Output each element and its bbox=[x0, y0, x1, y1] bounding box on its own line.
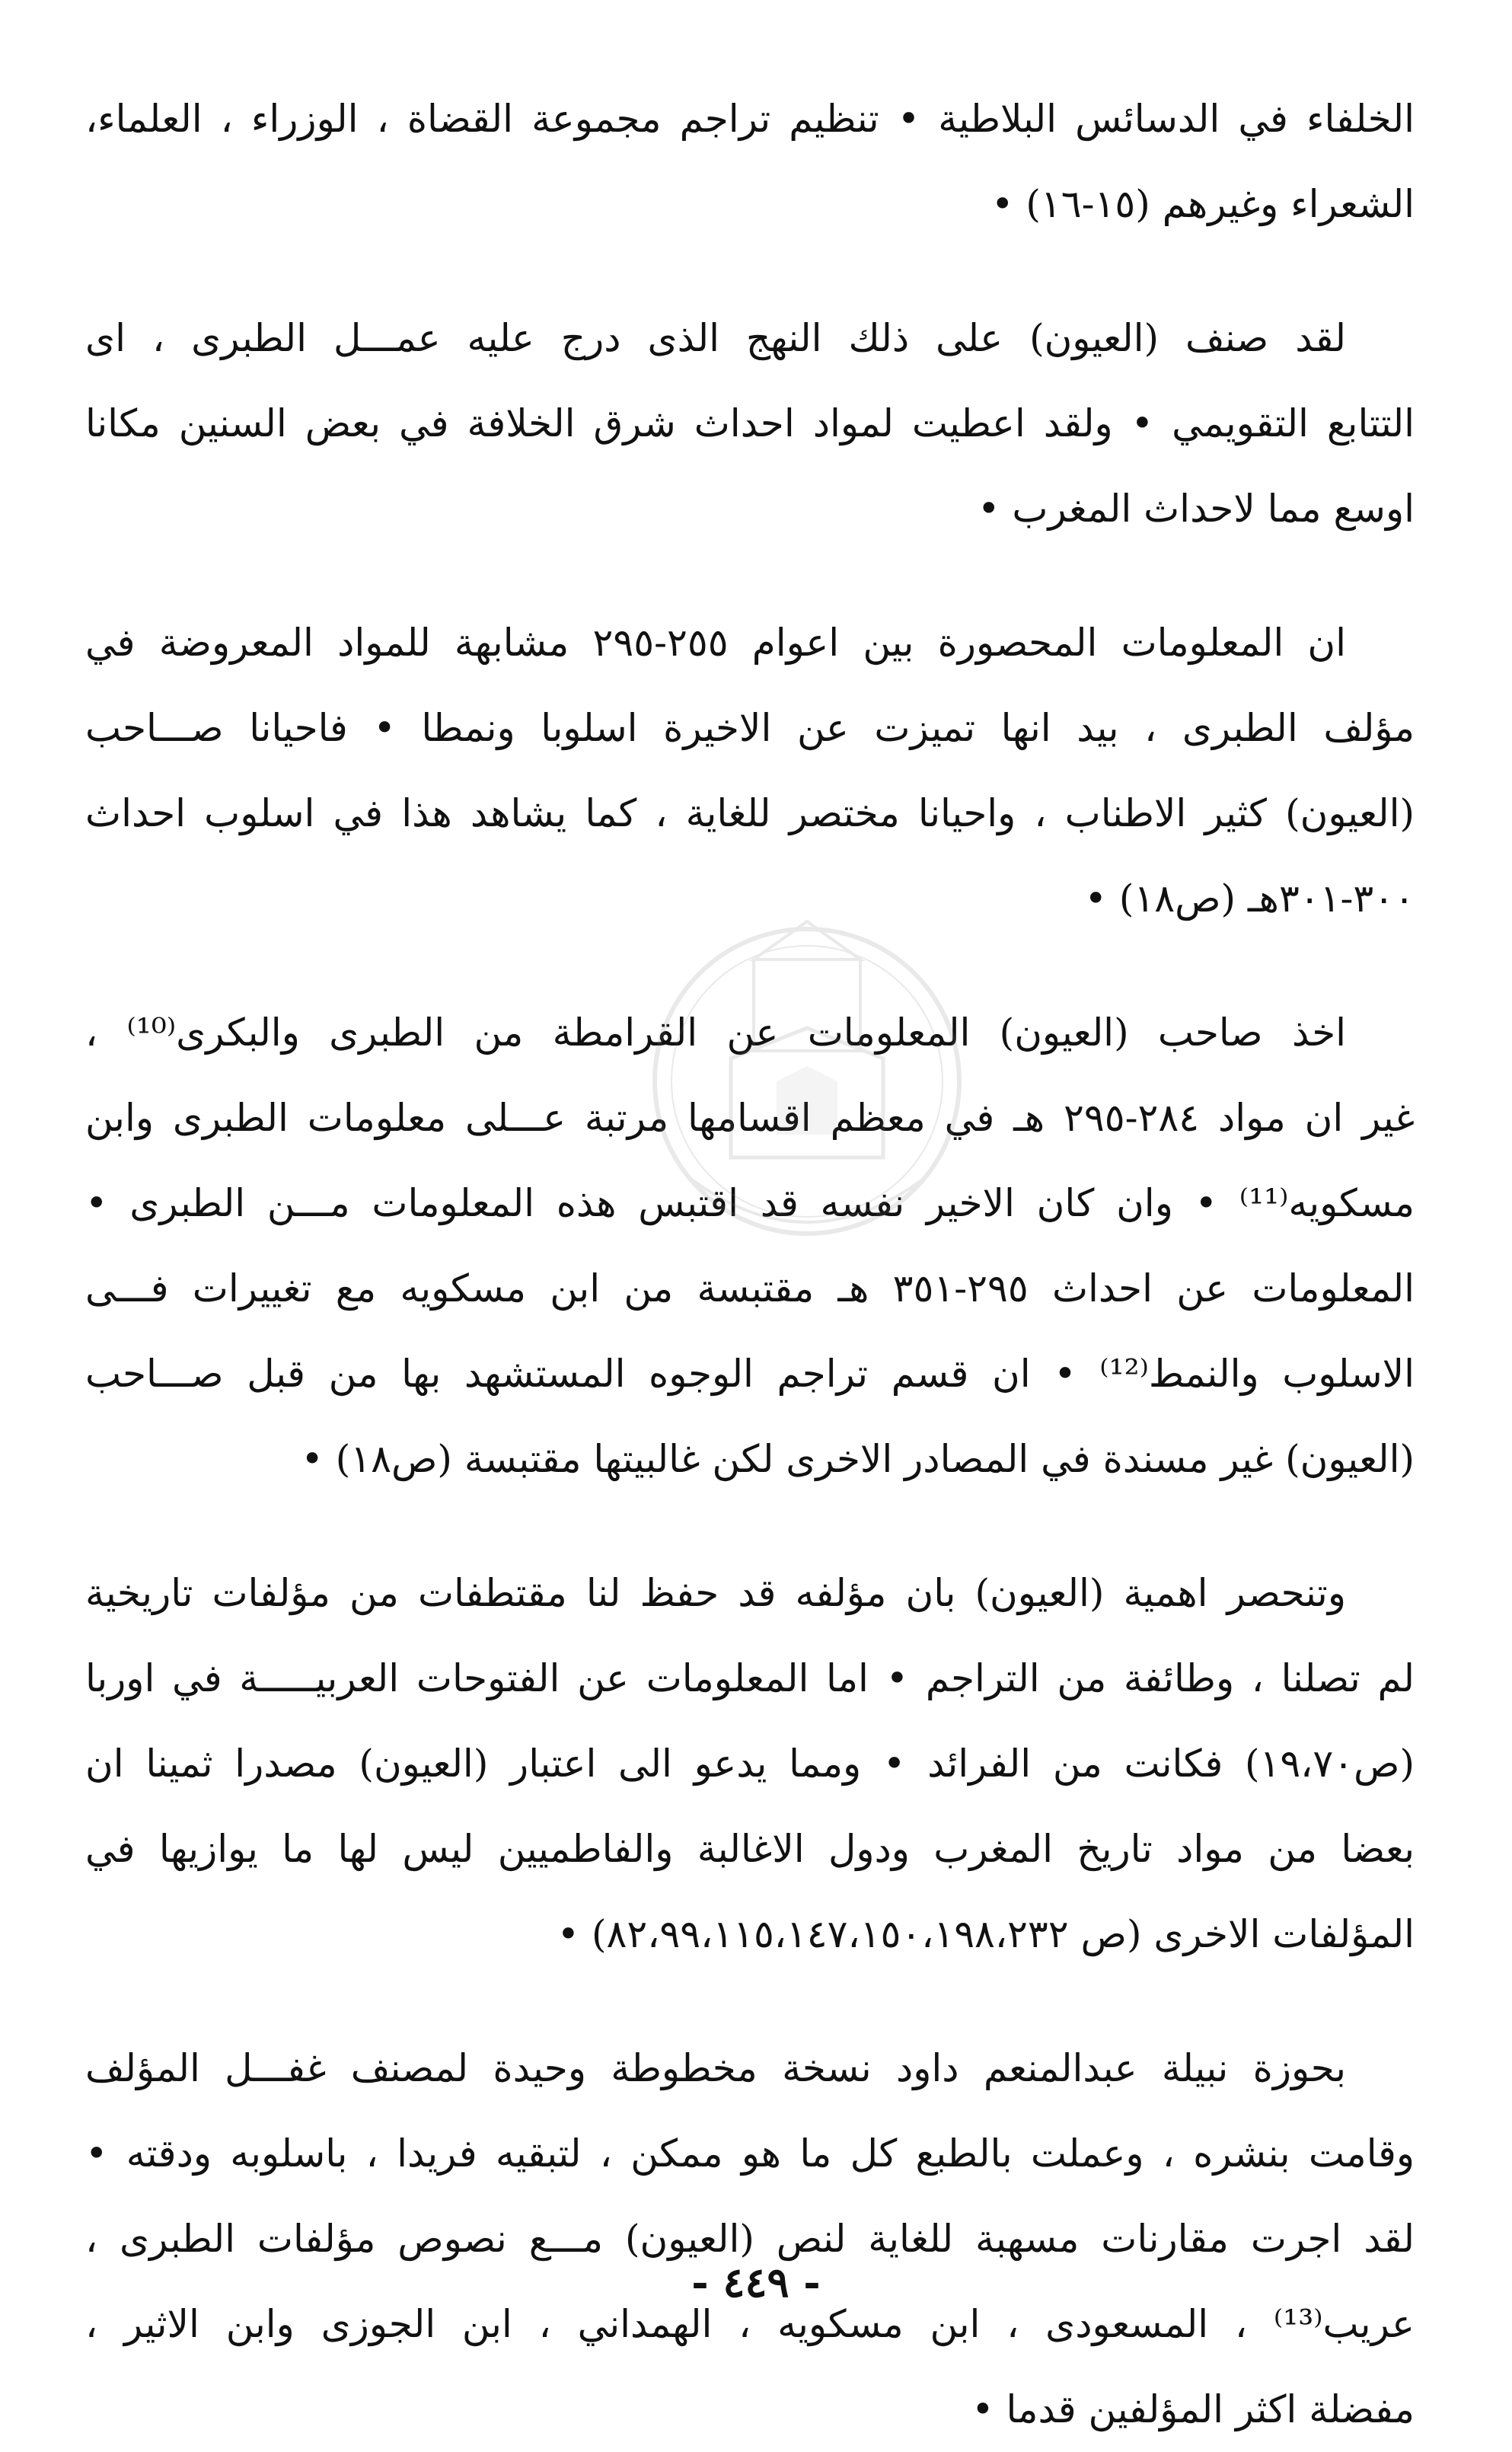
text-line: اوسع مما لاحداث المغرب • bbox=[978, 487, 1415, 531]
text-line: (ص١٩،٧٠) فكانت من الفرائد • ومما يدعو الى اعتبار (العيون) مصدرا ثمينا ان bbox=[85, 1742, 1415, 1786]
text-line: (العيون) غير مسندة في المصادر الاخرى لكن غالبيتها مقتبسة (ص١٨) • bbox=[301, 1437, 1415, 1481]
text-line: الشعراء وغيرهم (١٥-١٦) • bbox=[991, 182, 1415, 226]
text-line: ٣٠٠-٣٠١هـ (ص١٨) • bbox=[1084, 876, 1415, 921]
text-line: الخلفاء في الدسائس البلاطية • تنظيم تراجم مجموعة القضاة ، الوزراء ، العلماء، bbox=[85, 97, 1415, 141]
text-line: وقامت بنشره ، وعملت بالطبع كل ما هو ممكن ، لتبقيه فريدا ، باسلوبه ودقته • bbox=[85, 2131, 1415, 2176]
paragraph-5 bbox=[85, 1550, 1415, 1977]
text-line: مسكويه⁽¹¹⁾ • وان كان الاخير نفسه قد اقتبس هذه المعلومات مـــن الطبرى • bbox=[85, 1181, 1415, 1225]
paragraph-1 bbox=[85, 76, 1415, 247]
text-line: وتنحصر اهمية (العيون) بان مؤلفه قد حفظ لنا مقتطفات من مؤلفات تاريخية bbox=[85, 1571, 1346, 1615]
text-line: غير ان مواد ٢٨٤-٢٩٥ هـ في معظم اقسامها مرتبة عـــلى معلومات الطبرى وابن bbox=[85, 1096, 1415, 1140]
text-line: لم تصلنا ، وطائفة من التراجم • اما المعلومات عن الفتوحات العربيـــــة في اوربا bbox=[85, 1656, 1415, 1700]
text-line: مفضلة اكثر المؤلفين قدما • bbox=[971, 2387, 1415, 2431]
paragraph-2 bbox=[85, 295, 1415, 551]
text-line: (العيون) كثير الاطناب ، واحيانا مختصر للغاية ، كما يشاهد هذا في اسلوب احداث bbox=[85, 791, 1415, 835]
text-line: اخذ صاحب (العيون) المعلومات عن القرامطة من الطبرى والبكرى⁽¹⁰⁾ ، bbox=[85, 1010, 1346, 1055]
text-line: الاسلوب والنمط⁽¹²⁾ • ان قسم تراجم الوجوه المستشهد بها من قبل صـــاحب bbox=[85, 1352, 1415, 1396]
text-line: بحوزة نبيلة عبدالمنعم داود نسخة مخطوطة وحيدة لمصنف غفـــل المؤلف bbox=[85, 2046, 1346, 2090]
text-line: لقد صنف (العيون) على ذلك النهج الذى درج عليه عمـــل الطبرى ، اى bbox=[85, 316, 1346, 360]
text-line: لقد اجرت مقارنات مسهبة للغاية لنص (العيون) مـــع نصوص مؤلفات الطبرى ، bbox=[85, 2217, 1415, 2261]
paragraph-4 bbox=[85, 990, 1415, 1502]
text-line: ان المعلومات المحصورة بين اعوام ٢٥٥-٢٩٥ مشابهة للمواد المعروضة في bbox=[85, 621, 1347, 665]
paragraph-3 bbox=[85, 600, 1415, 941]
text-line: مؤلف الطبرى ، بيد انها تميزت عن الاخيرة اسلوبا ونمطا • فاحيانا صـــاحب bbox=[85, 706, 1415, 750]
text-line: المؤلفات الاخرى (ص ٨٢،٩٩،١١٥،١٤٧،١٥٠،١٩٨،٢٣٢) • bbox=[557, 1912, 1415, 1956]
text-line: التتابع التقويمي • ولقد اعطيت لمواد احداث شرق الخلافة في بعض السنين مكانا bbox=[85, 401, 1415, 445]
text-line: عريب⁽¹³⁾ ، المسعودى ، ابن مسكويه ، الهمداني ، ابن الجوزى وابن الاثير ، bbox=[85, 2302, 1415, 2346]
text-line: المعلومات عن احداث ٢٩٥-٣٥١ هـ مقتبسة من ابن مسكويه مع تغييرات فـــى bbox=[85, 1266, 1415, 1311]
paragraph-6 bbox=[85, 2026, 1415, 2452]
page-number: - ٤٤٩ - bbox=[691, 2258, 821, 2307]
text-line: بعضا من مواد تاريخ المغرب ودول الاغالبة والفاطميين ليس لها ما يوازيها في bbox=[85, 1827, 1415, 1871]
